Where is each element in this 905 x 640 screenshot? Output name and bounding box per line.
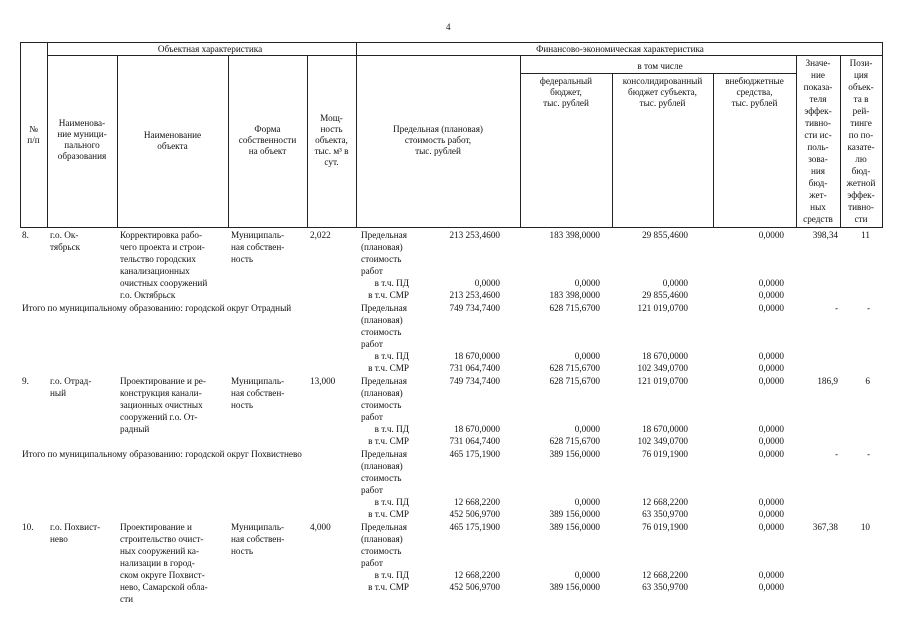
- pd-value: 18 670,0000: [642, 351, 688, 361]
- total-value: 465 175,1900: [449, 449, 500, 459]
- page-number: 4: [446, 22, 451, 32]
- smr-value: 628 715,6700: [549, 436, 600, 446]
- column-header-rating-line: по по-: [848, 130, 874, 140]
- smr-value: 102 349,0700: [637, 363, 688, 373]
- smr-value: 29 855,4600: [642, 290, 688, 300]
- column-header-number-line: №: [29, 124, 38, 134]
- object-name: чего проекта и строи-: [120, 242, 205, 252]
- municipality-name: г.о. Отрад-: [50, 376, 92, 386]
- pd-value: 12 668,2200: [454, 497, 500, 507]
- column-header-rating: [840, 57, 882, 225]
- cost-label: (плановая): [361, 388, 403, 398]
- smr-value: 0,0000: [758, 290, 784, 300]
- column-header-efficiency-line: средств: [803, 214, 833, 224]
- column-header-efficiency-line: зова-: [808, 154, 828, 164]
- total-value: 121 019,0700: [637, 303, 688, 313]
- cost-label: (плановая): [361, 242, 403, 252]
- total-value: 749 734,7400: [449, 303, 500, 313]
- column-header-capacity: [307, 113, 356, 168]
- municipality-name: тябрьск: [50, 242, 81, 252]
- column-header-object: [117, 130, 228, 152]
- total-value: 0,0000: [758, 230, 784, 240]
- total-value: 76 019,1900: [642, 522, 688, 532]
- cost-label: Предельная: [361, 522, 407, 532]
- cost-label: Предельная: [361, 303, 407, 313]
- column-header-efficiency-line: теля: [809, 94, 827, 104]
- total-value: 389 156,0000: [549, 449, 600, 459]
- smr-label: в т.ч. СМР: [368, 436, 409, 446]
- column-header-capacity-line: ность: [320, 124, 343, 134]
- column-header-extrabudget-line: средства,: [736, 87, 773, 97]
- pd-value: 18 670,0000: [454, 424, 500, 434]
- smr-value: 389 156,0000: [549, 509, 600, 519]
- column-header-efficiency-line: ние: [811, 70, 825, 80]
- cost-label: стоимость: [361, 473, 402, 483]
- total-value: 76 019,1900: [642, 449, 688, 459]
- ownership-form: ность: [231, 400, 254, 410]
- column-header-efficiency-line: поль-: [807, 142, 829, 152]
- cost-label: (плановая): [361, 315, 403, 325]
- municipality-name: нево: [50, 534, 68, 544]
- column-header-rating-line: сти: [854, 214, 868, 224]
- of-which-header: в том числе: [637, 61, 683, 71]
- total-value: 183 398,0000: [549, 230, 600, 240]
- pd-label: в т.ч. ПД: [374, 570, 409, 580]
- total-value: 0,0000: [758, 376, 784, 386]
- column-header-rating-line: Пози-: [849, 58, 873, 68]
- column-header-capacity-line: Мощ-: [320, 113, 343, 123]
- total-value: 213 253,4600: [449, 230, 500, 240]
- column-header-object-line: объекта: [157, 141, 188, 151]
- pd-value: 12 668,2200: [642, 497, 688, 507]
- efficiency-value: 398,34: [812, 230, 838, 240]
- smr-value: 628 715,6700: [549, 363, 600, 373]
- column-header-capacity-line: тыс. м³ в: [314, 146, 349, 156]
- object-name: г.о. Октябрьск: [120, 290, 176, 300]
- column-header-consolidated: [612, 76, 713, 109]
- column-header-rating-line: объек-: [848, 82, 874, 92]
- row-number: 8.: [22, 230, 29, 240]
- column-header-consolidated-line: тыс. рублей: [639, 98, 686, 108]
- pd-value: 18 670,0000: [454, 351, 500, 361]
- cost-label: стоимость: [361, 400, 402, 410]
- rating-value: -: [866, 303, 870, 313]
- smr-value: 0,0000: [758, 363, 784, 373]
- column-header-efficiency: [796, 57, 840, 225]
- cost-label: работ: [361, 485, 383, 495]
- column-header-cost: [356, 124, 520, 157]
- capacity-value: 13,000: [310, 376, 336, 386]
- smr-value: 452 506,9700: [449, 582, 500, 592]
- column-header-rating-line: жетной: [846, 178, 876, 188]
- pd-label: в т.ч. ПД: [374, 497, 409, 507]
- pd-value: 18 670,0000: [642, 424, 688, 434]
- smr-value: 389 156,0000: [549, 582, 600, 592]
- smr-value: 731 064,7400: [449, 436, 500, 446]
- column-header-efficiency-line: эффек-: [804, 106, 832, 116]
- total-value: 0,0000: [758, 449, 784, 459]
- finance-characteristics-header: Финансово-экономическая характеристика: [536, 44, 704, 54]
- object-name: сти: [120, 594, 134, 604]
- pd-value: 0,0000: [758, 351, 784, 361]
- cost-label: Предельная: [361, 230, 407, 240]
- object-name: нево, Самарской обла-: [120, 582, 208, 592]
- cost-label: работ: [361, 558, 383, 568]
- efficiency-value: -: [834, 449, 838, 459]
- column-header-ownership-line: собственности: [238, 135, 297, 145]
- smr-label: в т.ч. СМР: [368, 509, 409, 519]
- pd-value: 0,0000: [662, 278, 688, 288]
- cost-label: стоимость: [361, 254, 402, 264]
- column-header-efficiency-line: бюд-: [808, 178, 828, 188]
- smr-value: 213 253,4600: [449, 290, 500, 300]
- subtotal-label: Итого по муниципальному образованию: городской округ Отрадный: [22, 303, 292, 313]
- column-header-rating-line: та в: [853, 94, 869, 104]
- object-characteristics-header: Объектная характеристика: [157, 44, 263, 54]
- column-header-rating-line: эффек-: [847, 190, 875, 200]
- rating-value: 11: [861, 230, 870, 240]
- object-name: конструкция канали-: [120, 388, 202, 398]
- smr-value: 0,0000: [758, 582, 784, 592]
- column-header-municipality-line: пального: [64, 140, 100, 150]
- cost-label: (плановая): [361, 534, 403, 544]
- column-header-efficiency-line: показа-: [803, 82, 833, 92]
- column-header-capacity-line: объекта,: [315, 135, 348, 145]
- pd-value: 0,0000: [574, 570, 600, 580]
- subtotal-label: Итого по муниципальному образованию: городской округ Похвистнево: [22, 449, 302, 459]
- column-header-ownership: [228, 124, 307, 157]
- capacity-value: 4,000: [310, 522, 331, 532]
- column-header-consolidated-line: консолидированный: [622, 76, 703, 86]
- smr-label: в т.ч. СМР: [368, 290, 409, 300]
- smr-value: 63 350,9700: [642, 509, 688, 519]
- smr-label: в т.ч. СМР: [368, 363, 409, 373]
- ownership-form: ная собствен-: [231, 534, 285, 544]
- row-number: 10.: [22, 522, 34, 532]
- cost-label: стоимость: [361, 546, 402, 556]
- column-header-capacity-line: сут.: [324, 157, 339, 167]
- column-header-cost-line: Предельная (плановая): [393, 124, 483, 134]
- column-header-rating-line: ция: [853, 70, 869, 80]
- object-name: зационных очистных: [120, 400, 203, 410]
- total-value: 465 175,1900: [449, 522, 500, 532]
- ownership-form: Муниципаль-: [231, 376, 285, 386]
- municipality-name: г.о. Похвист-: [50, 522, 101, 532]
- row-number: 9.: [22, 376, 29, 386]
- total-value: 389 156,0000: [549, 522, 600, 532]
- column-header-rating-line: казате-: [847, 142, 875, 152]
- column-header-federal-line: федеральный: [539, 76, 593, 86]
- cost-label: работ: [361, 266, 383, 276]
- smr-value: 0,0000: [758, 436, 784, 446]
- total-value: 121 019,0700: [637, 376, 688, 386]
- column-header-municipality-line: ние муници-: [57, 129, 107, 139]
- cost-label: Предельная: [361, 449, 407, 459]
- total-value: 628 715,6700: [549, 303, 600, 313]
- object-name: Проектирование и ре-: [120, 376, 206, 386]
- total-value: 628 715,6700: [549, 376, 600, 386]
- cost-label: стоимость: [361, 327, 402, 337]
- ownership-form: ность: [231, 254, 254, 264]
- column-header-cost-line: стоимость работ,: [404, 135, 472, 145]
- column-header-rating-line: лю: [855, 154, 867, 164]
- cost-label: работ: [361, 339, 383, 349]
- object-name: очистных сооружений: [120, 278, 208, 288]
- object-name: тельство городских: [120, 254, 196, 264]
- pd-value: 0,0000: [758, 424, 784, 434]
- cost-label: работ: [361, 412, 383, 422]
- smr-value: 452 506,9700: [449, 509, 500, 519]
- ownership-form: Муниципаль-: [231, 522, 285, 532]
- column-header-consolidated-line: бюджет субъекта,: [628, 87, 697, 97]
- pd-value: 0,0000: [758, 497, 784, 507]
- column-header-federal-line: тыс. рублей: [543, 98, 589, 108]
- pd-label: в т.ч. ПД: [374, 424, 409, 434]
- capacity-value: 2,022: [310, 230, 331, 240]
- pd-value: 0,0000: [758, 278, 784, 288]
- column-header-rating-line: бюд-: [851, 166, 871, 176]
- municipality-name: ный: [50, 388, 67, 398]
- column-header-extrabudget: [713, 76, 796, 109]
- object-name: ском округе Похвист-: [120, 570, 205, 580]
- column-header-number: [20, 124, 47, 146]
- column-header-ownership-line: Форма: [254, 124, 281, 134]
- pd-value: 0,0000: [758, 570, 784, 580]
- object-name: Проектирование и: [120, 522, 192, 532]
- pd-value: 0,0000: [474, 278, 500, 288]
- smr-value: 731 064,7400: [449, 363, 500, 373]
- rating-value: 10: [860, 522, 870, 532]
- ownership-form: ная собствен-: [231, 242, 285, 252]
- ownership-form: ная собствен-: [231, 388, 285, 398]
- object-name: канализационных: [120, 266, 190, 276]
- column-header-municipality-line: Наименова-: [58, 118, 106, 128]
- smr-value: 102 349,0700: [637, 436, 688, 446]
- column-header-municipality: [47, 118, 117, 162]
- pd-value: 0,0000: [574, 497, 600, 507]
- total-value: 0,0000: [758, 303, 784, 313]
- pd-value: 12 668,2200: [454, 570, 500, 580]
- ownership-form: ность: [231, 546, 254, 556]
- column-header-extrabudget-line: тыс. рублей: [731, 98, 778, 108]
- smr-value: 63 350,9700: [642, 582, 688, 592]
- pd-value: 0,0000: [574, 278, 600, 288]
- column-header-ownership-line: на объект: [248, 146, 287, 156]
- cost-label: Предельная: [361, 376, 407, 386]
- column-header-efficiency-line: жет-: [809, 190, 827, 200]
- column-header-efficiency-line: ных: [810, 202, 826, 212]
- efficiency-value: -: [834, 303, 838, 313]
- object-name: Корректировка рабо-: [120, 230, 203, 240]
- total-value: 0,0000: [758, 522, 784, 532]
- object-name: ных сооружений ка-: [120, 546, 200, 556]
- municipality-name: г.о. Ок-: [50, 230, 79, 240]
- column-header-federal-line: бюджет,: [550, 87, 582, 97]
- pd-label: в т.ч. ПД: [374, 351, 409, 361]
- pd-value: 12 668,2200: [642, 570, 688, 580]
- column-header-federal: [520, 76, 612, 109]
- column-header-object-line: Наименование: [143, 130, 202, 140]
- total-value: 29 855,4600: [642, 230, 688, 240]
- smr-label: в т.ч. СМР: [368, 582, 409, 592]
- column-header-rating-line: рей-: [852, 106, 870, 116]
- object-name: строительство очист-: [120, 534, 204, 544]
- pd-value: 0,0000: [574, 351, 600, 361]
- column-header-extrabudget-line: внебюджетные: [725, 76, 784, 86]
- column-header-rating-line: тинге: [850, 118, 872, 128]
- efficiency-value: 186,9: [817, 376, 838, 386]
- efficiency-value: 367,38: [812, 522, 838, 532]
- smr-value: 183 398,0000: [549, 290, 600, 300]
- smr-value: 0,0000: [758, 509, 784, 519]
- rating-value: -: [866, 449, 870, 459]
- rating-value: 6: [865, 376, 870, 386]
- column-header-number-line: п/п: [27, 135, 40, 145]
- object-name: сооружений г.о. От-: [120, 412, 198, 422]
- total-value: 749 734,7400: [449, 376, 500, 386]
- object-name: нализации в город-: [120, 558, 195, 568]
- column-header-rating-line: тивно-: [848, 202, 874, 212]
- column-header-cost-line: тыс. рублей: [415, 146, 461, 156]
- column-header-efficiency-line: тивно-: [805, 118, 831, 128]
- column-header-efficiency-line: сти ис-: [804, 130, 832, 140]
- ownership-form: Муниципаль-: [231, 230, 285, 240]
- column-header-efficiency-line: Значе-: [805, 58, 831, 68]
- pd-label: в т.ч. ПД: [374, 278, 409, 288]
- object-name: радный: [120, 424, 150, 434]
- column-header-efficiency-line: ния: [810, 166, 826, 176]
- pd-value: 0,0000: [574, 424, 600, 434]
- column-header-municipality-line: образования: [57, 151, 107, 161]
- cost-label: (плановая): [361, 461, 403, 471]
